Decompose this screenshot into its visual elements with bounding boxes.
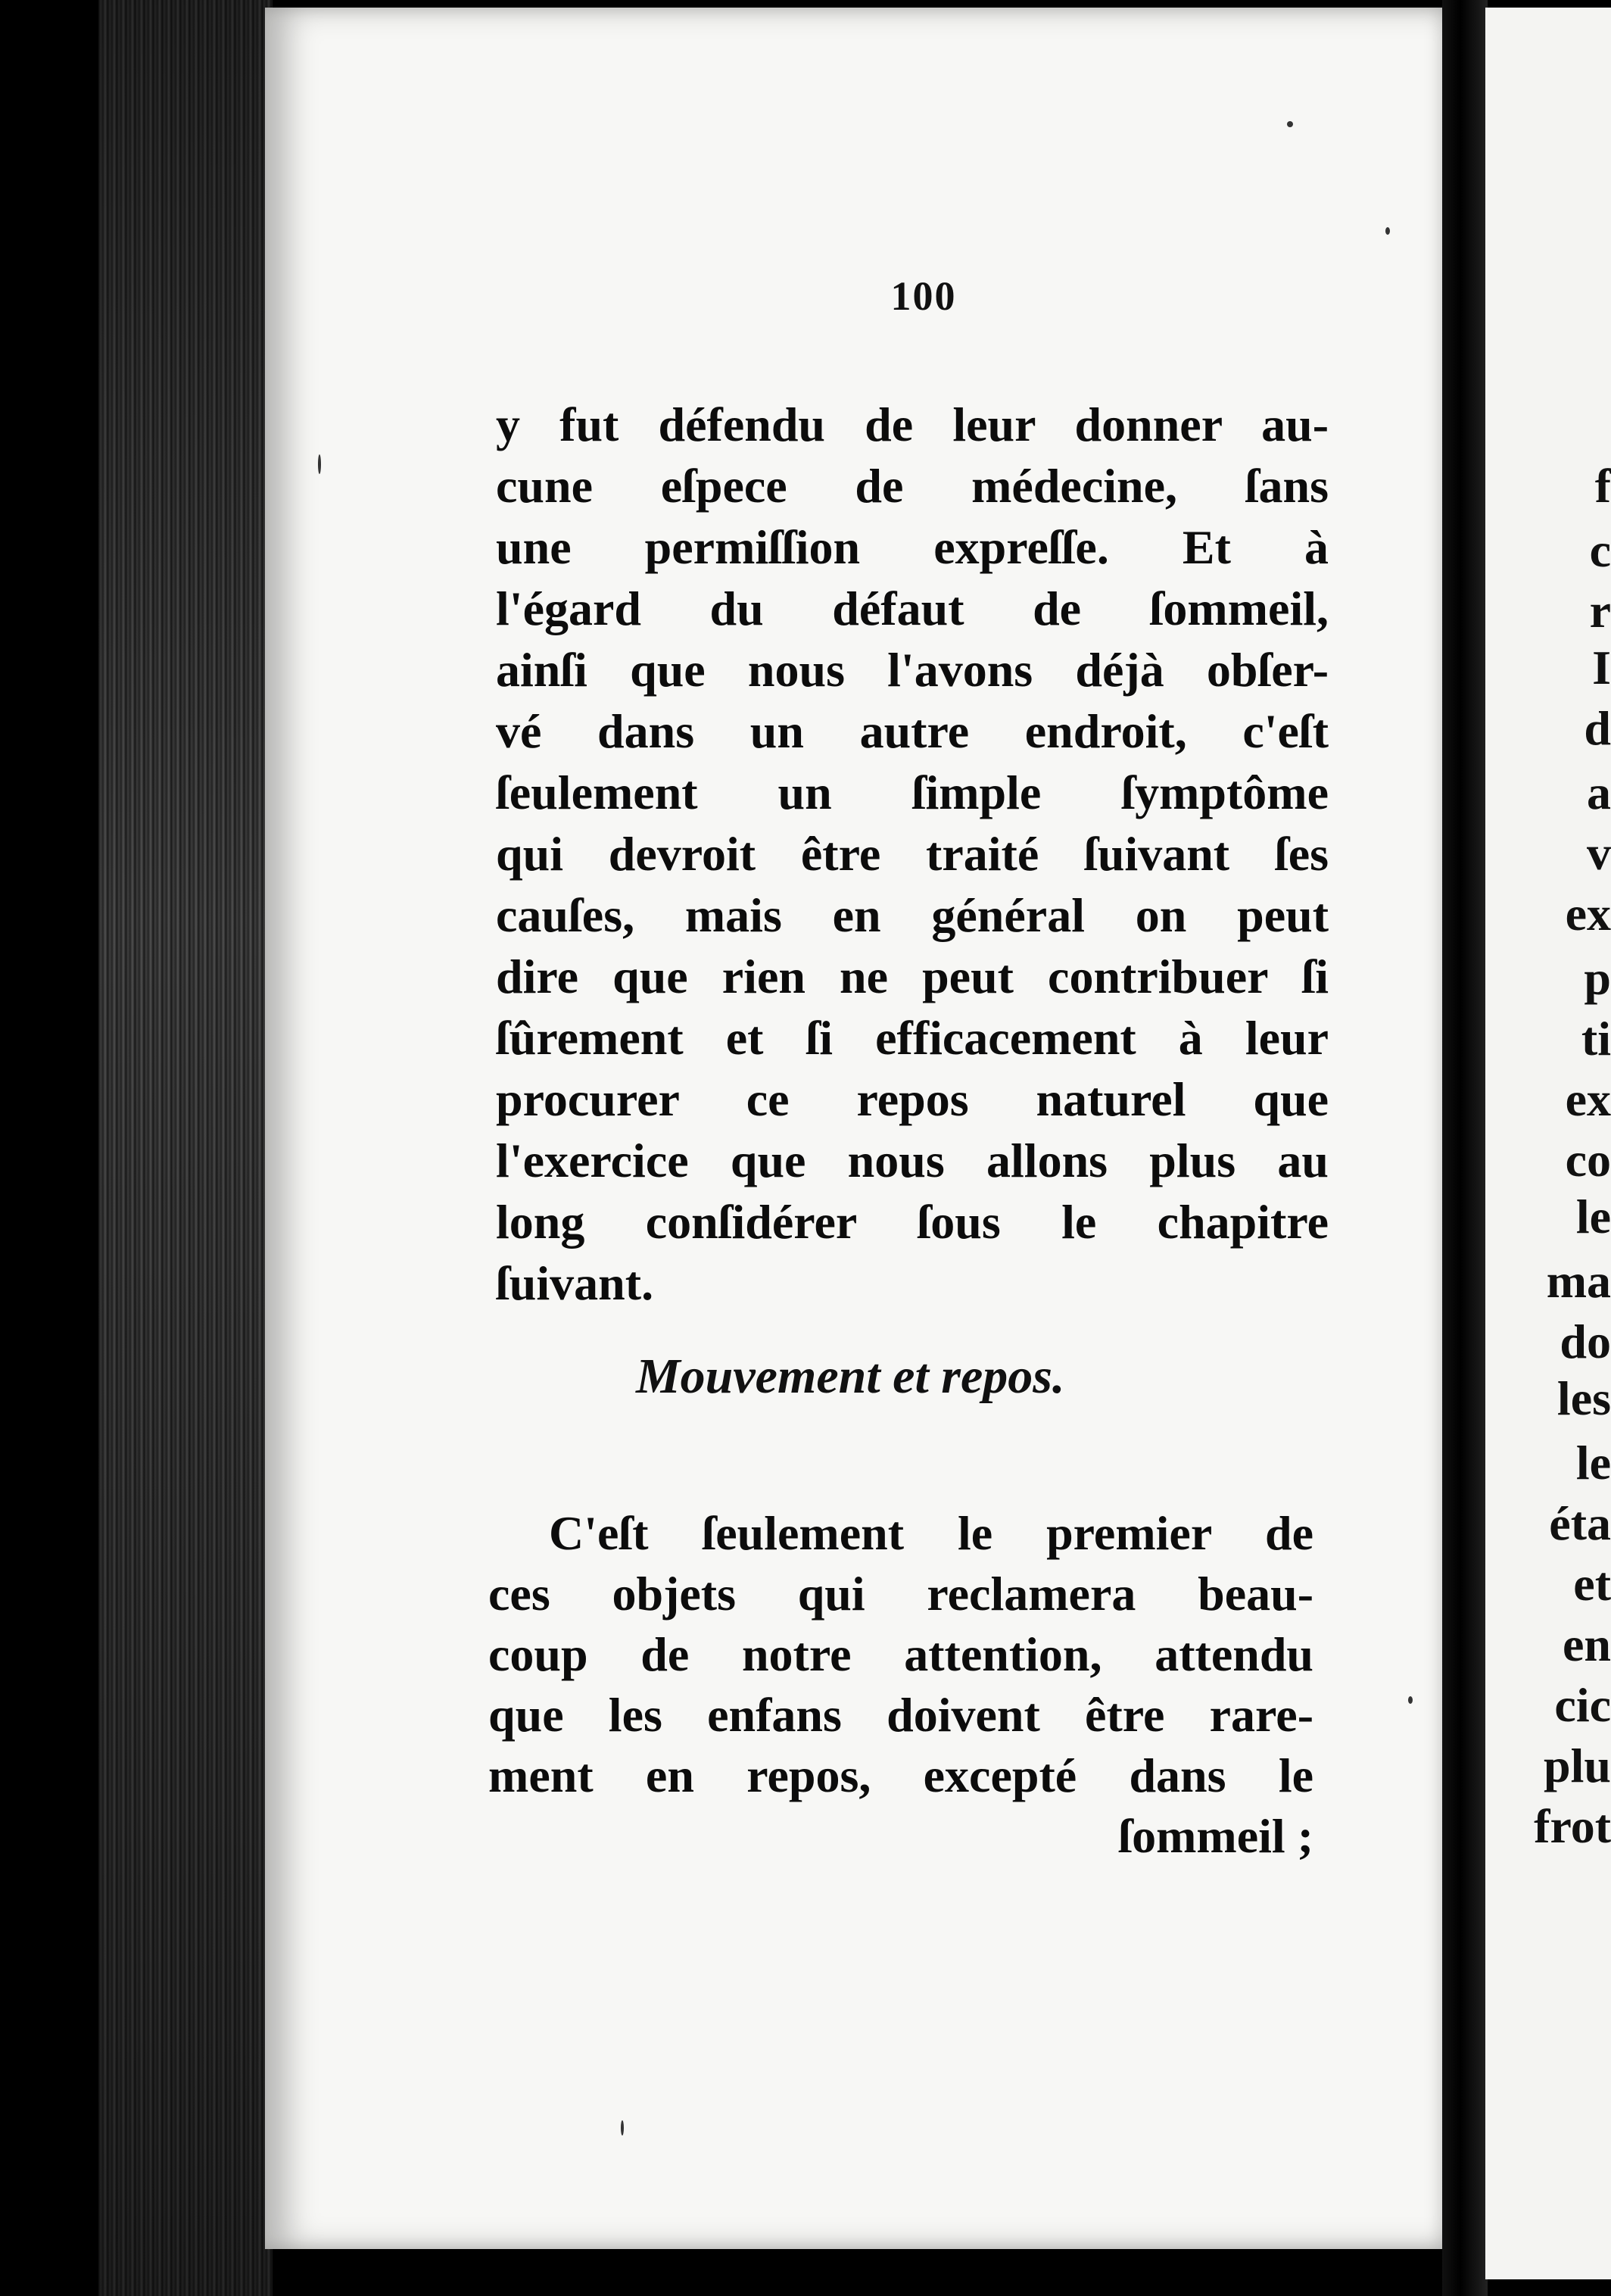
text-line: qui devroit être traité ſuivant ſes bbox=[496, 827, 1329, 881]
text-line: l'exercice que nous allons plus au bbox=[496, 1134, 1329, 1187]
catchword-line: ſommeil ; bbox=[1118, 1809, 1313, 1863]
facing-fragment: do bbox=[1560, 1315, 1611, 1368]
facing-fragment: co bbox=[1565, 1133, 1611, 1187]
page-number: 100 bbox=[890, 273, 957, 319]
book-fore-edge-shade bbox=[98, 0, 273, 2296]
facing-fragment: cic bbox=[1554, 1678, 1611, 1732]
paper-speck bbox=[1408, 1696, 1413, 1704]
facing-fragment: frot bbox=[1534, 1799, 1611, 1853]
facing-fragment: en bbox=[1563, 1617, 1611, 1671]
facing-fragment: v bbox=[1587, 826, 1611, 880]
facing-fragment: c bbox=[1589, 523, 1611, 577]
text-line: cune eſpece de médecine, ſans bbox=[496, 459, 1329, 513]
text-line: vé dans un autre endroit, c'eſt bbox=[496, 704, 1329, 758]
text-line: ſeulement un ſimple ſymptôme bbox=[496, 766, 1329, 819]
facing-fragment: r bbox=[1589, 584, 1611, 638]
body-paragraph bbox=[496, 394, 1329, 1314]
text-line: procurer ce repos naturel que bbox=[496, 1072, 1329, 1126]
text-line: coup de notre attention, attendu bbox=[488, 1627, 1313, 1681]
facing-fragment: p bbox=[1584, 951, 1611, 1005]
section-heading: Mouvement et repos. bbox=[636, 1349, 1065, 1404]
text-line: C'eſt ſeulement le premier de bbox=[549, 1506, 1313, 1560]
text-line: l'égard du défaut de ſommeil, bbox=[496, 582, 1329, 635]
text-line: ces objets qui reclamera beau- bbox=[488, 1567, 1313, 1621]
facing-fragment: ex bbox=[1565, 887, 1611, 941]
facing-fragment: éta bbox=[1549, 1496, 1611, 1550]
facing-fragment: a bbox=[1587, 766, 1611, 819]
facing-fragment: le bbox=[1575, 1190, 1611, 1243]
paper-speck bbox=[621, 2120, 624, 2135]
facing-fragment: ti bbox=[1581, 1012, 1611, 1065]
text-line: dire que rien ne peut contribuer ſi bbox=[496, 950, 1329, 1003]
section-paragraph bbox=[488, 1503, 1313, 1867]
facing-fragment: plu bbox=[1544, 1739, 1611, 1792]
facing-fragment: ex bbox=[1565, 1072, 1611, 1126]
facing-fragment: d bbox=[1584, 701, 1611, 755]
text-line: que les enfans doivent être rare- bbox=[488, 1688, 1313, 1742]
text-line: ſûrement et ſi efficacement à leur bbox=[496, 1011, 1329, 1065]
paper-speck bbox=[1287, 121, 1293, 127]
text-line: une permiſſion expreſſe. Et à bbox=[496, 520, 1329, 574]
paper-speck bbox=[318, 454, 321, 474]
page-gutter bbox=[1442, 0, 1488, 2296]
text-line: ment en repos, excepté dans le bbox=[488, 1749, 1313, 1802]
facing-fragment: le bbox=[1575, 1436, 1611, 1490]
text-line: ainſi que nous l'avons déjà obſer- bbox=[496, 643, 1329, 697]
facing-fragment: f bbox=[1594, 459, 1611, 513]
facing-fragment: ma bbox=[1546, 1254, 1611, 1308]
facing-page bbox=[1485, 8, 1611, 2279]
text-line: y fut défendu de leur donner au- bbox=[496, 398, 1329, 451]
text-line: long conſidérer ſous le chapitre bbox=[496, 1195, 1329, 1249]
text-line: ſuivant. bbox=[496, 1256, 654, 1310]
facing-fragment: et bbox=[1573, 1557, 1611, 1611]
text-line: cauſes, mais en général on peut bbox=[496, 888, 1329, 942]
paper-speck bbox=[1385, 227, 1390, 235]
facing-fragment: I bbox=[1592, 641, 1611, 694]
facing-fragment: les bbox=[1556, 1371, 1611, 1425]
